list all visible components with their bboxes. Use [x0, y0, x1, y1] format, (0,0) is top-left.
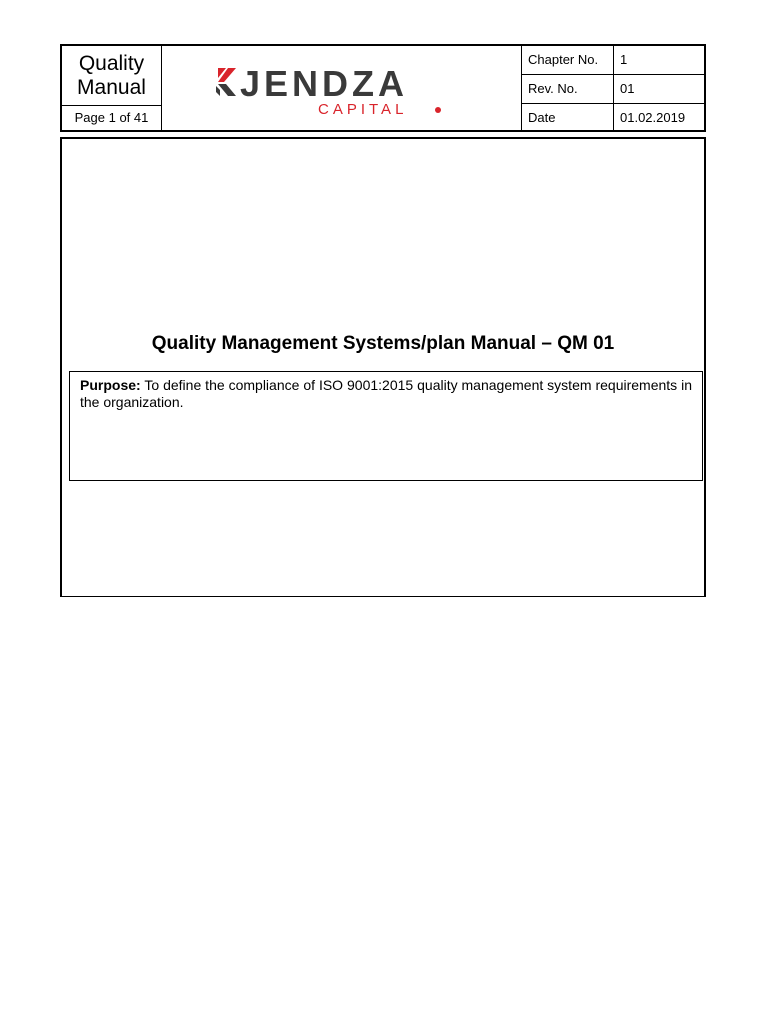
purpose-label: Purpose: — [80, 377, 141, 393]
manual-title-line2: Manual — [77, 76, 146, 99]
logo-dot-icon — [435, 107, 441, 113]
document-body — [60, 137, 706, 597]
chapter-value: 1 — [614, 46, 704, 75]
date-label: Date — [522, 104, 614, 130]
chapter-label: Chapter No. — [522, 46, 614, 75]
document-header — [60, 44, 706, 132]
manual-title — [62, 46, 162, 106]
revision-value: 01 — [614, 75, 704, 104]
date-value: 01.02.2019 — [620, 110, 686, 125]
logo-mark-icon — [216, 68, 236, 96]
purpose-text: To define the compliance of ISO 9001:2015 quality management system requirements in the organization. — [80, 377, 692, 410]
document-title: Quality Management Systems/plan Manual – QM 01 — [151, 333, 615, 354]
company-logo — [162, 46, 522, 130]
jendza-capital-logo — [214, 60, 454, 116]
page-number: Page 1 of 41 — [62, 106, 162, 130]
purpose-box — [69, 371, 703, 481]
manual-title-line1: Quality — [78, 52, 145, 75]
revision-label: Rev. No. — [522, 75, 614, 104]
logo-wordmark: JENDZA — [240, 63, 409, 104]
logo-subtext: CAPITAL — [318, 101, 408, 116]
